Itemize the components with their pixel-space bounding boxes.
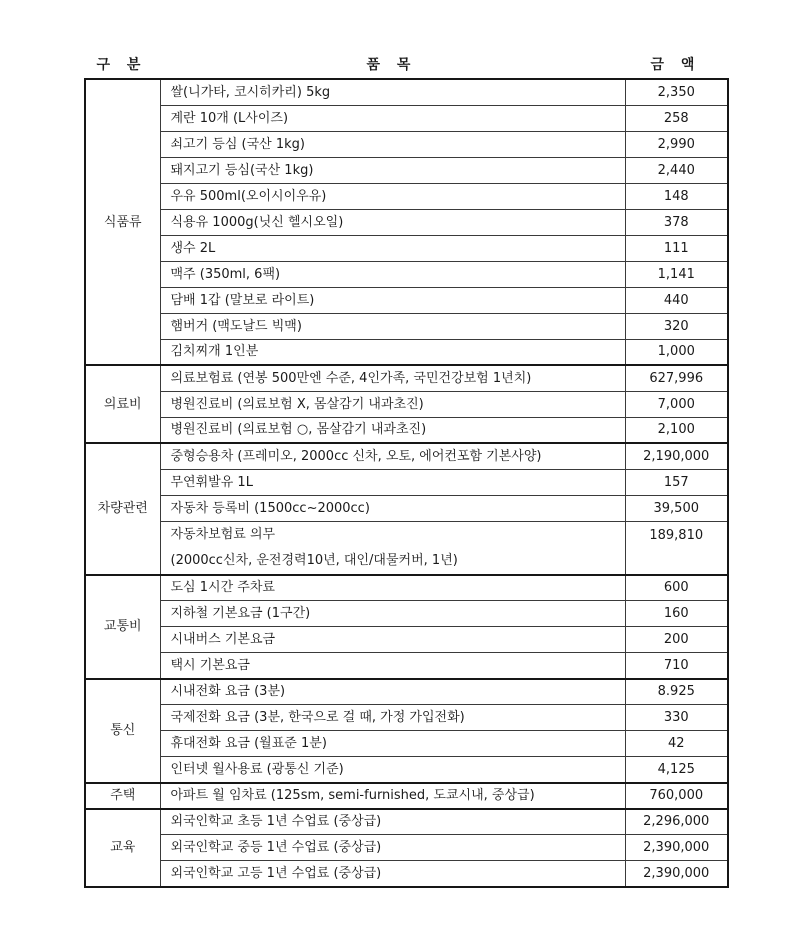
item-cell: 김치찌개 1인분 [160,339,625,365]
item-cell: 인터넷 월사용료 (광통신 기준) [160,757,625,783]
table-row [85,575,728,601]
table-row [85,235,728,261]
amount-cell: 2,100 [625,417,728,443]
amount-cell: 111 [625,235,728,261]
item-name-line2: (2000cc신차, 운전경력10년, 대인/대물커버, 1년) [170,552,458,568]
item-cell: 휴대전화 요금 (월표준 1분) [160,731,625,757]
item-cell: 병원진료비 (의료보험 X, 몸살감기 내과초진) [160,391,625,417]
price-table [84,78,729,888]
amount-cell: 189,810 [625,521,728,575]
item-cell: 시내버스 기본요금 [160,627,625,653]
amount-cell: 2,440 [625,157,728,183]
category-cell: 주택 [85,783,160,809]
item-cell: 맥주 (350ml, 6팩) [160,261,625,287]
amount-cell: 440 [625,287,728,313]
item-cell: 중형승용차 (프레미오, 2000cc 신차, 오토, 에어컨포함 기본사양) [160,443,625,469]
item-cell: 외국인학교 고등 1년 수업료 (중상급) [160,861,625,887]
item-cell: 쌀(니가타, 코시히카리) 5kg [160,79,625,105]
amount-cell: 2,390,000 [625,835,728,861]
item-cell: 계란 10개 (L사이즈) [160,105,625,131]
amount-cell: 710 [625,653,728,679]
item-cell: 도심 1시간 주차료 [160,575,625,601]
item-cell: 쇠고기 등심 (국산 1kg) [160,131,625,157]
category-cell: 차량관련 [85,443,160,575]
table-row [85,313,728,339]
item-cell: 택시 기본요금 [160,653,625,679]
amount-cell: 8.925 [625,679,728,705]
amount-cell: 160 [625,601,728,627]
table-row [85,183,728,209]
table-row [85,209,728,235]
amount-cell: 2,350 [625,79,728,105]
table-row [85,653,728,679]
amount-cell: 378 [625,209,728,235]
amount-cell: 148 [625,183,728,209]
item-cell: 식용유 1000g(닛신 헬시오일) [160,209,625,235]
amount-cell: 600 [625,575,728,601]
item-cell: 의료보험료 (연봉 500만엔 수준, 4인가족, 국민건강보험 1년치) [160,365,625,391]
category-cell: 의료비 [85,365,160,443]
table-row [85,783,728,809]
price-table-body [85,79,728,887]
table-row [85,521,728,575]
table-row [85,809,728,835]
header-item: 품 목 [366,57,417,73]
table-row [85,417,728,443]
table-row [85,757,728,783]
table-row [85,157,728,183]
amount-cell: 39,500 [625,495,728,521]
amount-cell: 200 [625,627,728,653]
table-row [85,79,728,105]
item-cell: 햄버거 (맥도날드 빅맥) [160,313,625,339]
table-row [85,627,728,653]
category-cell: 식품류 [85,79,160,365]
table-row [85,495,728,521]
table-row [85,601,728,627]
table-row [85,339,728,365]
amount-cell: 4,125 [625,757,728,783]
item-cell: 무연휘발유 1L [160,469,625,495]
category-cell: 통신 [85,679,160,783]
table-row [85,131,728,157]
item-cell: 돼지고기 등심(국산 1kg) [160,157,625,183]
item-cell: 생수 2L [160,235,625,261]
amount-cell: 2,190,000 [625,443,728,469]
amount-cell: 2,990 [625,131,728,157]
item-cell: 외국인학교 초등 1년 수업료 (중상급) [160,809,625,835]
amount-cell: 760,000 [625,783,728,809]
item-cell: 시내전화 요금 (3분) [160,679,625,705]
amount-cell: 2,296,000 [625,809,728,835]
amount-cell: 7,000 [625,391,728,417]
item-cell: 외국인학교 중등 1년 수업료 (중상급) [160,835,625,861]
item-cell: 우유 500ml(오이시이우유) [160,183,625,209]
item-cell: 병원진료비 (의료보험 ○, 몸살감기 내과초진) [160,417,625,443]
table-row [85,105,728,131]
amount-cell: 1,000 [625,339,728,365]
amount-cell: 320 [625,313,728,339]
table-row [85,287,728,313]
table-row [85,705,728,731]
amount-cell: 330 [625,705,728,731]
item-cell: 아파트 월 임차료 (125sm, semi-furnished, 도쿄시내, 중상급) [160,783,625,809]
table-row [85,391,728,417]
table-row [85,469,728,495]
header-amount: 금 액 [650,57,701,73]
amount-cell: 2,390,000 [625,861,728,887]
item-name: 자동차보험료 의무 [170,526,276,542]
table-row [85,731,728,757]
item-cell: 국제전화 요금 (3분, 한국으로 걸 때, 가정 가입전화) [160,705,625,731]
amount-cell: 627,996 [625,365,728,391]
table-row [85,443,728,469]
amount-cell: 1,141 [625,261,728,287]
amount-cell: 157 [625,469,728,495]
item-cell: 지하철 기본요금 (1구간) [160,601,625,627]
table-row [85,835,728,861]
table-row [85,261,728,287]
amount-cell: 258 [625,105,728,131]
amount-cell: 42 [625,731,728,757]
item-cell: 자동차 등록비 (1500cc~2000cc) [160,495,625,521]
table-row [85,861,728,887]
table-row [85,365,728,391]
category-cell: 교통비 [85,575,160,679]
table-header-row [84,50,727,78]
item-cell: 담배 1갑 (말보로 라이트) [160,287,625,313]
category-cell: 교육 [85,809,160,887]
table-row [85,679,728,705]
price-table-document [84,50,727,888]
item-cell [160,521,625,575]
header-category: 구 분 [96,57,147,73]
